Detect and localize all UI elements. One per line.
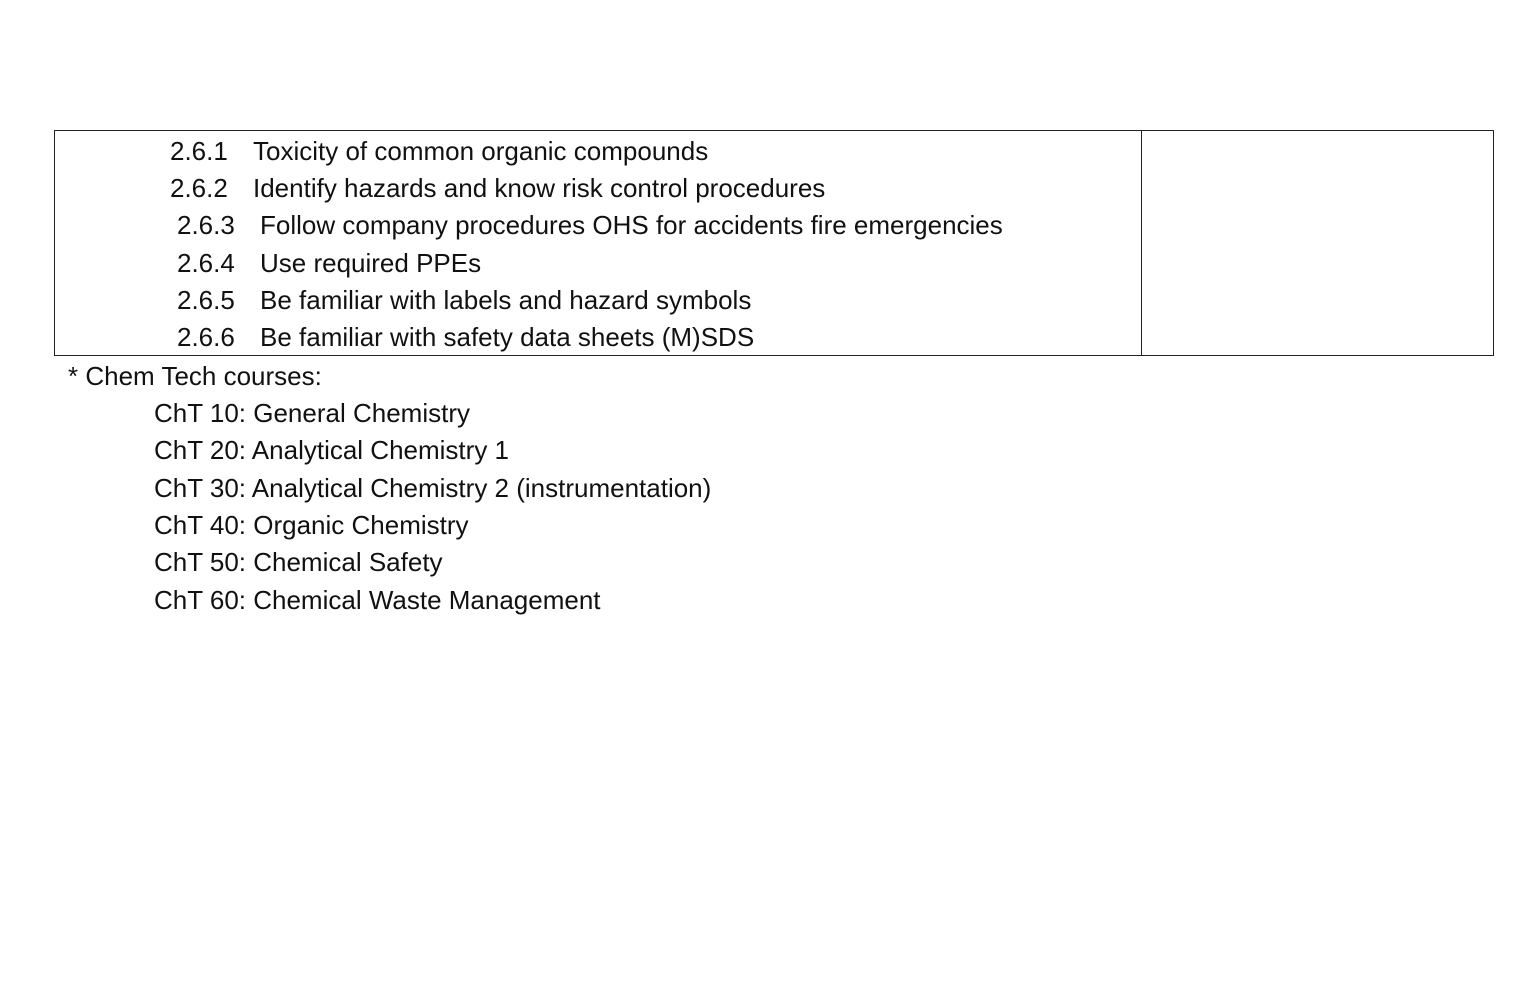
item-number: 2.6.4: [177, 248, 235, 278]
course-list-item: ChT 20: Analytical Chemistry 1: [154, 435, 509, 465]
table-column-divider: [1141, 130, 1142, 356]
courses-note-heading: * Chem Tech courses:: [68, 361, 322, 391]
item-text: Follow company procedures OHS for accidents fire emergencies: [260, 210, 1003, 240]
item-text: Be familiar with safety data sheets (M)SDS: [260, 322, 755, 352]
item-text: Use required PPEs: [260, 248, 482, 278]
course-list-item: ChT 50: Chemical Safety: [154, 547, 443, 577]
item-number: 2.6.2: [170, 173, 228, 203]
course-list-item: ChT 60: Chemical Waste Management: [154, 585, 601, 615]
table-item: [177, 322, 754, 352]
course-list-item: ChT 10: General Chemistry: [154, 398, 470, 428]
course-list-item: ChT 30: Analytical Chemistry 2 (instrumentation): [154, 473, 712, 503]
course-list-item: ChT 40: Organic Chemistry: [154, 510, 469, 540]
item-number: 2.6.6: [177, 322, 235, 352]
item-text: Be familiar with labels and hazard symbols: [260, 285, 752, 315]
item-number: 2.6.3: [177, 210, 235, 240]
table-item: [177, 285, 751, 315]
table-item: [170, 136, 708, 166]
item-text: Identify hazards and know risk control procedures: [253, 173, 826, 203]
item-number: 2.6.1: [170, 136, 228, 166]
table-item: [177, 210, 1003, 240]
item-number: 2.6.5: [177, 285, 235, 315]
item-text: Toxicity of common organic compounds: [253, 136, 709, 166]
table-item: [170, 173, 825, 203]
table-item: [177, 248, 481, 278]
